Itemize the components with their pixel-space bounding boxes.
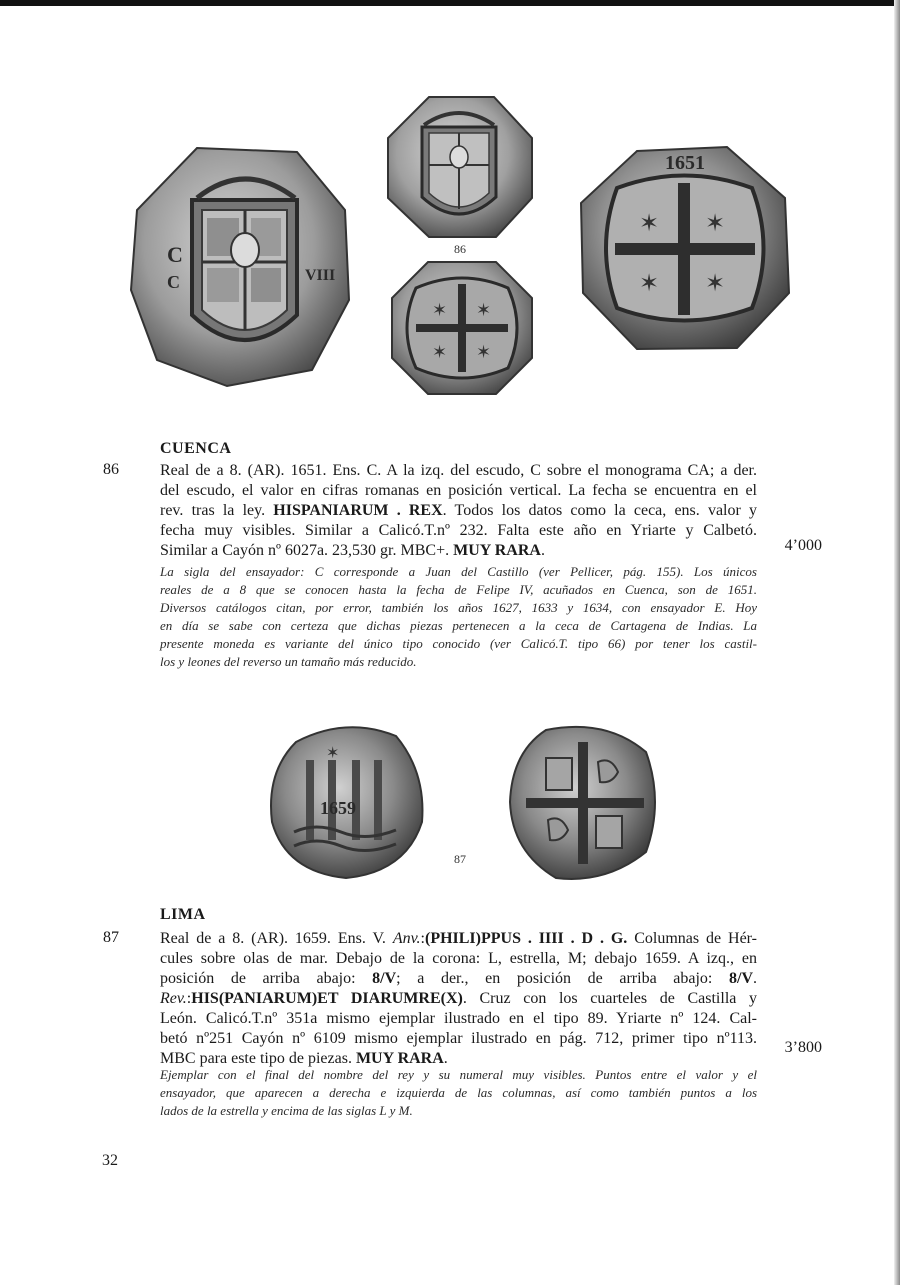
coin-86-value-viii: VIII [305, 267, 336, 284]
coin-87-date: 1659 [320, 798, 356, 818]
svg-text:✶: ✶ [705, 211, 726, 237]
bold-run: 8/V [729, 970, 753, 987]
coin-86-obverse-small [384, 93, 536, 241]
svg-text:✶: ✶ [639, 211, 660, 237]
text-run: . [540, 542, 545, 559]
text-run: Columnas de Hér- [627, 930, 758, 947]
bold-run: HIS(PANIARUM)ET DIARUMRE(X) [191, 990, 463, 1007]
coin-86-date: 1651 [665, 152, 705, 174]
scan-right-edge [894, 0, 900, 1285]
text-run: MBC para este tipo de piezas. [160, 1050, 356, 1067]
scan-top-border [0, 0, 900, 6]
description-line [160, 481, 757, 501]
svg-text:✶: ✶ [639, 271, 660, 297]
text-run: posición de arriba abajo: [160, 970, 373, 987]
italic-run: Rev. [160, 990, 187, 1007]
text-run: cules sobre olas de mar. Debajo de la corona: L, estrella, M; debajo 1659. A izq., en [160, 950, 757, 967]
text-run: fecha muy visibles. Similar a Calicó.T.nº 232. Falta este año en Yriarte y Calbetó. [160, 522, 757, 539]
description-line [160, 969, 757, 989]
svg-text:✶: ✶ [432, 300, 448, 320]
svg-text:✶: ✶ [476, 300, 492, 320]
description-line [160, 1009, 757, 1029]
coin-86-reverse-small [388, 258, 536, 398]
bold-run: MUY RARA [453, 542, 541, 559]
text-run: Real de a 8. (AR). 1659. Ens. V. [160, 930, 393, 947]
note-line: los y leones del reverso un tamaño más reducido. [160, 654, 417, 669]
text-run: rev. tras la ley. [160, 502, 274, 519]
note-line: presente moneda es variante del único tipo conocido (ver Calicó.T. tipo 66) por tener los castil- [160, 636, 757, 651]
coin-86-assayer-c: C [167, 272, 180, 292]
bold-run: (PHILI)PPUS . IIII . D . G. [424, 930, 628, 947]
description-line [160, 989, 757, 1009]
bold-run: HISPANIARUM . REX [273, 502, 443, 519]
svg-text:✶: ✶ [705, 271, 726, 297]
text-run: . Cruz con los cuarteles de Castilla y [462, 990, 757, 1007]
description-line [160, 541, 757, 561]
text-run: del escudo, el valor en cifras romanas en posición vertical. La fecha se encuentra en el [160, 482, 757, 499]
svg-text:✶: ✶ [326, 745, 340, 762]
text-run: ; a der., en posición de arriba abajo: [396, 970, 729, 987]
lot-87-note [160, 1066, 757, 1120]
lot-number-87: 87 [103, 929, 119, 946]
mint-heading-cuenca: CUENCA [160, 440, 232, 457]
plate-label-87: 87 [454, 852, 466, 866]
text-run: . [753, 970, 757, 987]
mint-heading-lima: LIMA [160, 906, 206, 923]
text-run: : [186, 990, 192, 1007]
coin-87-reverse [506, 722, 660, 882]
lot-number-86: 86 [103, 461, 119, 478]
text-run: Similar a Cayón nº 6027a. 23,530 gr. MBC+. [160, 542, 454, 559]
note-line: ensayador, que aparecen a derecha e izquierda de las columnas, así como también puntos a los [160, 1085, 757, 1100]
text-run: . Todos los datos como la ceca, ens. valor y [442, 502, 758, 519]
description-line [160, 521, 757, 541]
coin-86-reverse-large [577, 143, 792, 353]
text-run: . [443, 1050, 448, 1067]
description-line [160, 1029, 757, 1049]
lot-87-price: 3’800 [784, 1039, 822, 1056]
description-line [160, 949, 757, 969]
text-run: : [420, 930, 425, 947]
description-line [160, 501, 757, 521]
note-line: Ejemplar con el final del nombre del rey y su numeral muy visibles. Puntos entre el valor y el [160, 1067, 757, 1082]
note-line: lados de la estrella y encima de las siglas L y M. [160, 1103, 413, 1118]
coin-86-mintmark-c: C [167, 242, 183, 267]
lot-87-description [160, 929, 757, 1069]
note-line: en día se sabe con certeza que dichas piezas pertenecen a la ceca de Cartagena de Indias. La [160, 618, 757, 633]
description-line [160, 929, 757, 949]
lot-86-description [160, 461, 757, 561]
coin-86-obverse-large [127, 140, 352, 390]
svg-text:✶: ✶ [476, 342, 492, 362]
svg-text:✶: ✶ [432, 342, 448, 362]
note-line: Diversos catálogos citan, por error, también los años 1627, 1633 y 1634, con ensayador E. Hoy [160, 600, 757, 615]
lot-86-note [160, 563, 757, 671]
page-number: 32 [102, 1152, 118, 1169]
plate-label-86: 86 [454, 242, 466, 256]
italic-run: Anv. [392, 930, 421, 947]
text-run: León. Calicó.T.nº 351a mismo ejemplar ilustrado en el tipo 89. Yriarte nº 124. Cal- [160, 1010, 757, 1027]
bold-run: MUY RARA [355, 1050, 444, 1067]
text-run: Real de a 8. (AR). 1651. Ens. C. A la izq. del escudo, C sobre el monograma CA; a der. [160, 462, 757, 479]
lot-86-price: 4’000 [784, 537, 822, 554]
description-line [160, 461, 757, 481]
note-line: reales de a 8 que se conocen hasta la fecha de Felipe IV, acuñados en Cuenca, son de 1651. [160, 582, 757, 597]
note-line: La sigla del ensayador: C corresponde a Juan del Castillo (ver Pellicer, pág. 155). Los únicos [160, 564, 757, 579]
text-run: betó nº251 Cayón nº 6109 mismo ejemplar ilustrado en pág. 712, primer tipo nº113. [160, 1030, 757, 1047]
bold-run: 8/V [372, 970, 397, 987]
coin-87-obverse [266, 722, 426, 880]
